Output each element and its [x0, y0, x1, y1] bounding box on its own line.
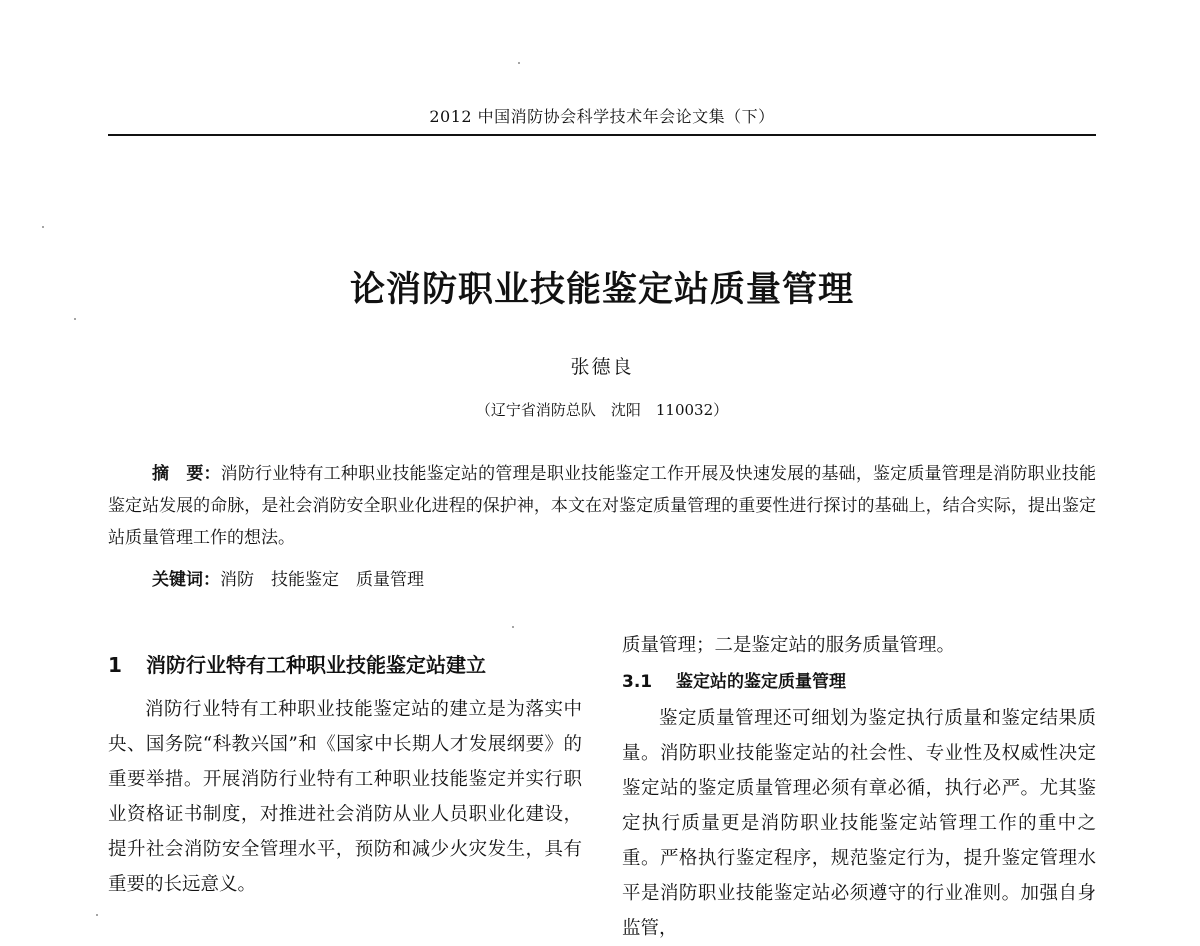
- scan-speck: [96, 914, 98, 916]
- subsection-heading-3-1: [622, 667, 1096, 697]
- keywords-label: 关键词：: [152, 570, 220, 590]
- left-column: [108, 628, 582, 902]
- scan-speck: [512, 626, 514, 628]
- section-1-paragraph: 消防行业特有工种职业技能鉴定站的建立是为落实中央、国务院“科教兴国”和《国家中长期人才发展纲要》的重要举措。开展消防行业特有工种职业技能鉴定并实行职业资格证书制度，对推进社会消防从业人员职业化建设，提升社会消防安全管理水平，预防和减少火灾发生，具有重要的长远意义。: [108, 699, 582, 895]
- abstract: [108, 458, 1096, 554]
- scan-speck: [42, 226, 44, 228]
- header-rule: [108, 134, 1096, 136]
- subsection-3-1-paragraph: 鉴定质量管理还可细划为鉴定执行质量和鉴定结果质量。消防职业技能鉴定站的社会性、专业性及权威性决定鉴定站的鉴定质量管理必须有章必循，执行必严。尤其鉴定执行质量更是消防职业技能鉴定站管理工作的重中之重。严格执行鉴定程序，规范鉴定行为，提升鉴定管理水平是消防职业技能鉴定站必须遵守的行业准则。加强自身监管，: [622, 708, 1096, 939]
- running-header: 2012 中国消防协会科学技术年会论文集（下）: [429, 107, 775, 126]
- subsection-number: 3.1: [622, 672, 653, 692]
- scan-speck: [74, 318, 76, 320]
- abstract-label: 摘 要：: [152, 464, 221, 484]
- right-column: [622, 628, 1096, 946]
- keywords: [152, 566, 1096, 594]
- author-name: 张德良: [570, 356, 634, 378]
- subsection-title: 鉴定站的鉴定质量管理: [676, 672, 846, 692]
- scan-speck: [518, 62, 520, 64]
- abstract-text: 消防行业特有工种职业技能鉴定站的管理是职业技能鉴定工作开展及快速发展的基础，鉴定质量管理是消防职业技能鉴定站发展的命脉，是社会消防安全职业化进程的保护神，本文在对鉴定质量管理的重要性进行探讨的基础上，结合实际，提出鉴定站质量管理工作的想法。: [108, 464, 1097, 548]
- paper-title: 论消防职业技能鉴定站质量管理: [349, 270, 854, 310]
- section-heading-1: [108, 650, 582, 680]
- section-number: 1: [108, 653, 122, 677]
- author-affiliation: （辽宁省消防总队 沈阳 110032）: [475, 401, 729, 419]
- section-title: 消防行业特有工种职业技能鉴定站建立: [146, 653, 486, 677]
- continued-text: 质量管理；二是鉴定站的服务质量管理。: [622, 635, 956, 656]
- keywords-text: 消防 技能鉴定 质量管理: [220, 570, 424, 590]
